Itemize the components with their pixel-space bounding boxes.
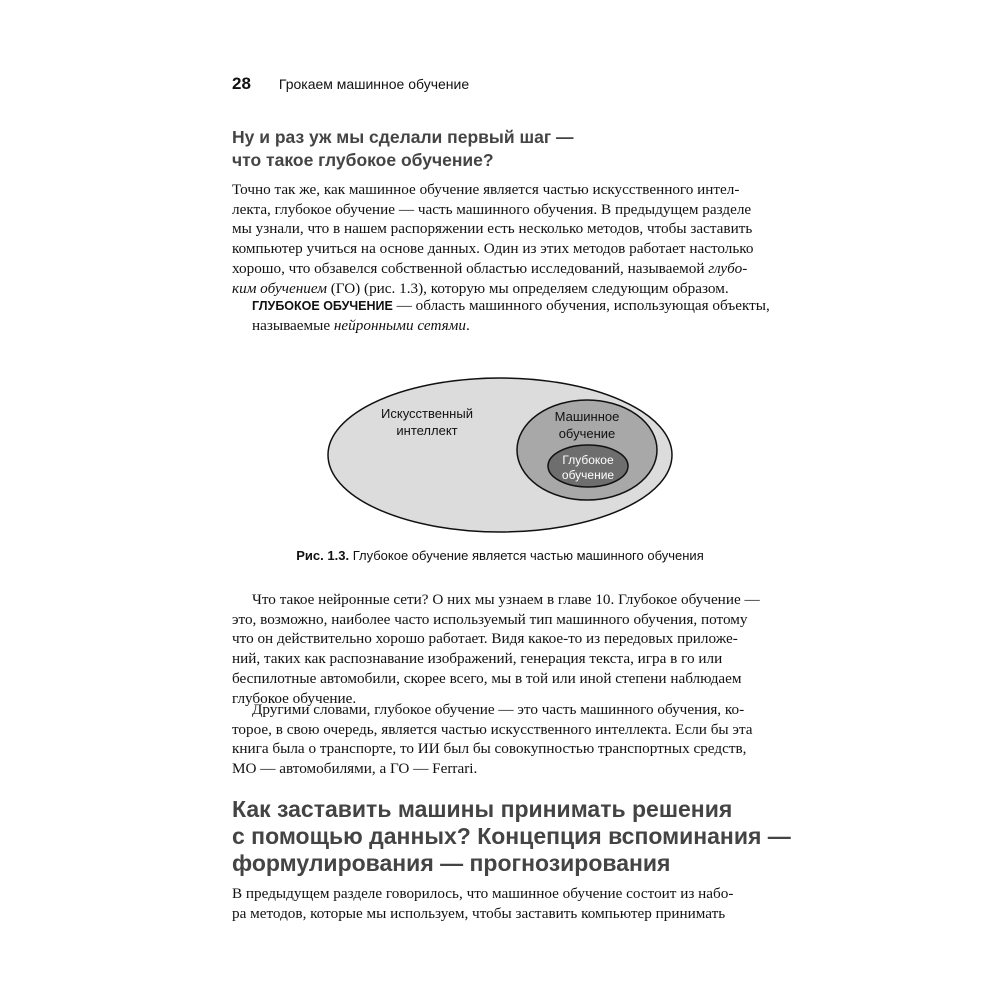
dl-label: Глубокое bbox=[562, 453, 614, 467]
text-line: беспилотные автомобили, скорее всего, мы в той или иной степени наблюдаем bbox=[232, 669, 742, 687]
body-paragraph-3 bbox=[232, 884, 769, 923]
definition-text: — область машинного обучения, использующая объекты, bbox=[392, 297, 770, 314]
text-line: ра методов, которые мы используем, чтобы заставить компьютер принимать bbox=[232, 904, 726, 922]
text-line: В предыдущем разделе говорилось, что машинное обучение состоит из набо- bbox=[232, 885, 734, 902]
running-title: Грокаем машинное обучение bbox=[278, 76, 470, 92]
text-line bbox=[232, 259, 769, 279]
italic-term: глубо- bbox=[708, 259, 748, 277]
intro-paragraph bbox=[232, 180, 769, 298]
text-line: глубокое обучение. bbox=[232, 689, 357, 707]
caption-text: Глубокое обучение является частью машинного обучения bbox=[349, 548, 704, 563]
chapter-heading-line: формулирования — прогнозирования bbox=[232, 850, 671, 876]
section-heading bbox=[232, 126, 573, 172]
definition-block bbox=[252, 296, 770, 336]
text-line: ний, таких как распознавание изображений, генерация текста, игра в го или bbox=[232, 650, 723, 668]
italic-term: ким обучением bbox=[232, 279, 327, 297]
body-paragraph-1 bbox=[232, 590, 769, 708]
figure-caption bbox=[0, 548, 1000, 563]
chapter-heading-line: Как заставить машины принимать решения bbox=[232, 796, 733, 822]
caption-number: Рис. 1.3. bbox=[296, 548, 350, 563]
body-paragraph-2 bbox=[232, 700, 769, 779]
page-number: 28 bbox=[232, 74, 251, 93]
text-line: торое, в свою очередь, является частью искусственного интеллекта. Если бы эта bbox=[232, 720, 753, 738]
ai-label: интеллект bbox=[396, 423, 458, 438]
section-heading-line: что такое глубокое обучение? bbox=[232, 150, 494, 170]
venn-diagram bbox=[320, 375, 680, 535]
text-run: (ГО) (рис. 1.3), которую мы определяем следующим образом. bbox=[326, 279, 729, 297]
ml-label: Машинное bbox=[554, 409, 620, 424]
text-line: книга была о транспорте, то ИИ был бы совокупностью транспортных средств, bbox=[232, 740, 747, 758]
text-line: Точно так же, как машинное обучение является частью искусственного интел- bbox=[232, 181, 740, 198]
text-line: лекта, глубокое обучение — часть машинного обучения. В предыдущем разделе bbox=[232, 200, 752, 218]
definition-text: . bbox=[465, 317, 470, 334]
text-line: это, возможно, наиболее часто используемый тип машинного обучения, потому bbox=[232, 610, 748, 628]
text-run: хорошо, что обзавелся собственной областью исследований, называемой bbox=[232, 259, 709, 277]
section-heading-line: Ну и раз уж мы сделали первый шаг — bbox=[232, 127, 574, 147]
ml-label: обучение bbox=[558, 426, 616, 441]
text-line: что он действительно хорошо работает. Видя какое-то из передовых приложе- bbox=[232, 630, 738, 648]
definition-term: ГЛУБОКОЕ ОБУЧЕНИЕ bbox=[252, 299, 393, 313]
dl-label: обучение bbox=[561, 468, 615, 482]
page-header bbox=[232, 74, 469, 94]
text-line: компьютер учиться на основе данных. Один из этих методов работает настолько bbox=[232, 240, 754, 258]
text-line: МО — автомобилями, а ГО — Ferrari. bbox=[232, 760, 478, 778]
ai-label: Искусственный bbox=[381, 406, 473, 421]
text-line: мы узнали, что в нашем распоряжении есть несколько методов, чтобы заставить bbox=[232, 220, 753, 238]
text-line: Что такое нейронные сети? О них мы узнаем в главе 10. Глубокое обучение — bbox=[252, 591, 760, 608]
definition-line bbox=[252, 296, 770, 316]
chapter-heading-line: с помощью данных? Концепция вспоминания — bbox=[232, 823, 791, 849]
chapter-heading bbox=[232, 796, 791, 877]
text-line: Другими словами, глубокое обучение — это часть машинного обучения, ко- bbox=[252, 701, 745, 718]
definition-text: называемые bbox=[252, 317, 334, 334]
definition-line bbox=[252, 316, 770, 336]
italic-term: нейронными сетями bbox=[333, 317, 466, 334]
